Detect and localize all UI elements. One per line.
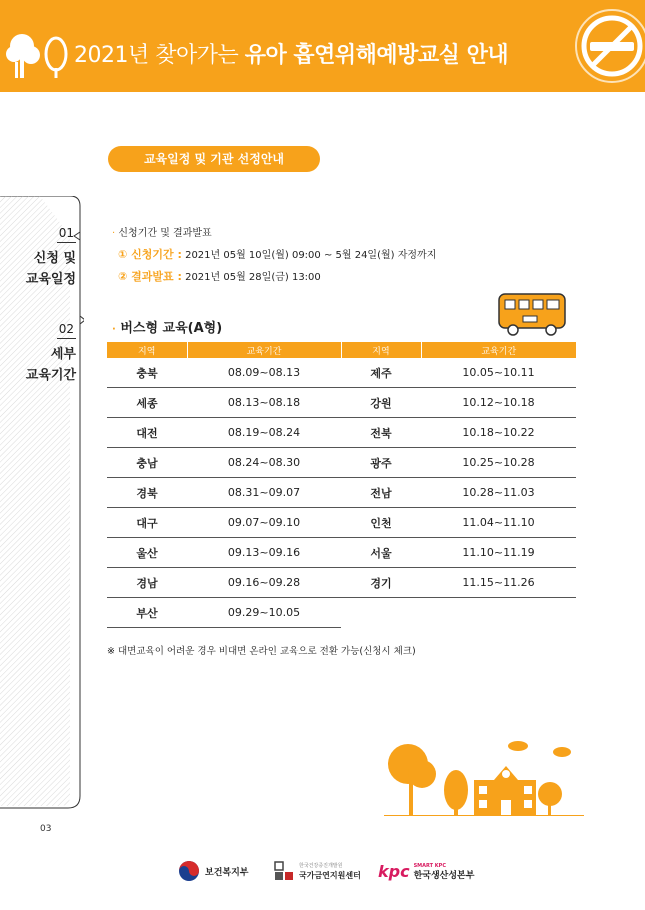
tree-icon [4, 28, 74, 80]
period-cell: 10.05~10.11 [421, 358, 576, 388]
period-cell: 10.12~10.18 [421, 388, 576, 418]
period-cell: 09.16~09.28 [187, 568, 341, 598]
region-cell: 전북 [341, 418, 421, 448]
region-cell: 서울 [341, 538, 421, 568]
period-cell: 10.18~10.22 [421, 418, 576, 448]
region-cell: 경기 [341, 568, 421, 598]
column-header: 지역 [107, 342, 187, 358]
period-cell: 09.29~10.05 [187, 598, 341, 628]
bus-heading: · 버스형 교육(A형) [112, 321, 223, 336]
table-row [107, 478, 576, 508]
period-cell: 10.28~11.03 [421, 478, 576, 508]
region-cell: 경북 [107, 478, 187, 508]
table-row [107, 598, 576, 628]
region-cell [341, 598, 421, 628]
region-cell: 울산 [107, 538, 187, 568]
region-cell: 광주 [341, 448, 421, 478]
table-row [107, 418, 576, 448]
period-cell: 09.07~09.10 [187, 508, 341, 538]
period-cell: 08.09~08.13 [187, 358, 341, 388]
region-cell: 부산 [107, 598, 187, 628]
region-cell: 세종 [107, 388, 187, 418]
region-cell: 대구 [107, 508, 187, 538]
region-cell: 전남 [341, 478, 421, 508]
table-row [107, 358, 576, 388]
kpc-logo: kpc SMART KPC 한국생산성본부 [378, 861, 475, 881]
no-smoking-icon [572, 6, 645, 86]
period-cell: 10.25~10.28 [421, 448, 576, 478]
column-header: 지역 [341, 342, 421, 358]
trees-building-illustration [384, 734, 584, 816]
section-heading: 교육일정 및 기관 선정안내 [108, 146, 320, 172]
column-header: 교육기간 [421, 342, 576, 358]
header-banner [0, 0, 645, 92]
taegeuk-icon [178, 860, 200, 882]
table-row [107, 568, 576, 598]
table-row [107, 508, 576, 538]
period-cell: 11.15~11.26 [421, 568, 576, 598]
khealth-logo: 한국건강증진개발원 국가금연지원센터 [274, 860, 361, 882]
region-cell: 경남 [107, 568, 187, 598]
center-mark-icon [274, 861, 294, 881]
kpc-mark: kpc [378, 861, 410, 881]
table-row [107, 538, 576, 568]
bus-schedule-table [107, 342, 576, 628]
nav-label-line2: 교육일정 [25, 272, 76, 287]
nav-label-line1: 신청 및 [33, 251, 76, 266]
region-cell: 강원 [341, 388, 421, 418]
nav-item-detail[interactable] [6, 318, 76, 385]
period-cell: 11.10~11.19 [421, 538, 576, 568]
nav-number: 01 [57, 226, 76, 243]
region-cell: 대전 [107, 418, 187, 448]
result-announcement: ② 결과발표 : 2021년 05월 28일(금) 13:00 [118, 270, 321, 283]
region-cell: 인천 [341, 508, 421, 538]
period-cell: 08.24~08.30 [187, 448, 341, 478]
region-cell: 충남 [107, 448, 187, 478]
period-cell [421, 598, 576, 628]
region-cell: 제주 [341, 358, 421, 388]
sidebar-bracket [0, 196, 84, 818]
period-cell: 11.04~11.10 [421, 508, 576, 538]
ministry-logo: 보건복지부 [178, 860, 248, 882]
table-row [107, 448, 576, 478]
nav-item-schedule[interactable] [6, 222, 76, 289]
table-row [107, 388, 576, 418]
footnote: ※ 대면교육이 어려운 경우 비대면 온라인 교육으로 전환 가능(신청시 체크) [107, 646, 416, 657]
page-number: 03 [40, 824, 52, 834]
bus-icon [497, 292, 569, 338]
nav-label-line1: 세부 [50, 347, 76, 362]
period-cell: 08.13~08.18 [187, 388, 341, 418]
nav-label-line2: 교육기간 [25, 368, 76, 383]
nav-number: 02 [57, 322, 76, 339]
table-header-row [107, 342, 576, 358]
column-header: 교육기간 [187, 342, 341, 358]
period-cell: 08.31~09.07 [187, 478, 341, 508]
application-period: ① 신청기간 : 2021년 05월 10일(월) 09:00 ~ 5월 24일(월) 자정까지 [118, 248, 437, 261]
period-cell: 09.13~09.16 [187, 538, 341, 568]
region-cell: 충북 [107, 358, 187, 388]
period-cell: 08.19~08.24 [187, 418, 341, 448]
page-title: 2021년 찾아가는 유아 흡연위해예방교실 안내 [74, 43, 509, 68]
application-heading: · 신청기간 및 결과발표 [112, 228, 212, 239]
